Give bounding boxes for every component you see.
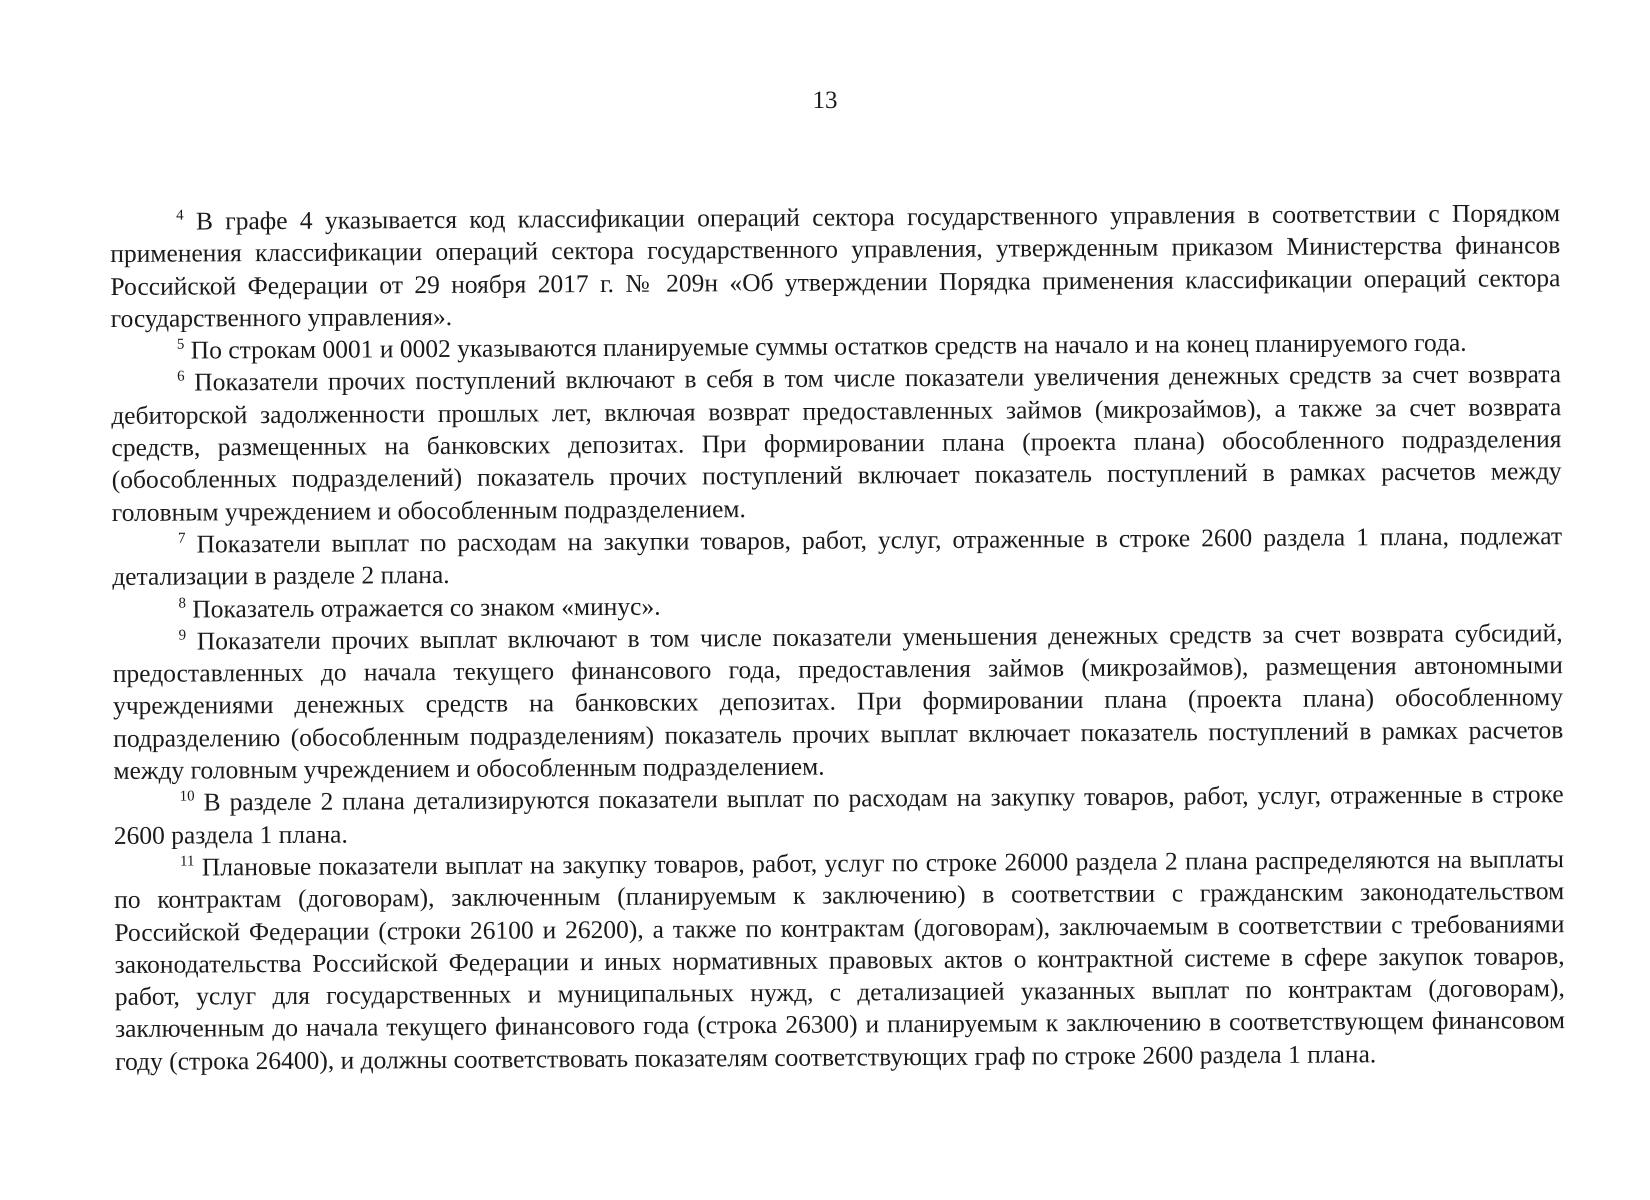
footnote-6: [111, 359, 1562, 529]
footnote-text: Показатели прочих поступлений включают в себя в том числе показатели увеличения денежных средств за счет возврата дебиторской задолженности прошлых лет, включая возврат предоставленных займов (микрозаймов), а также за счет возврата средств, размещенных на банковских депозитах. При формировании плана (проекта плана) обособленного подразделения (обособленных подразделений) показатель прочих поступлений включает показатель поступлений в рамках расчетов между головным учреждением и обособленным подразделением.: [111, 359, 1562, 527]
footnote-mark: 9: [178, 627, 187, 644]
footnote-11: [114, 843, 1565, 1078]
footnote-mark: 4: [176, 207, 184, 224]
footnote-4: [110, 197, 1561, 335]
footnote-text: Показатели прочих выплат включают в том числе показатели уменьшения денежных средств за счет возврата субсидий, предоставленных до начала текущего финансового года, предоставления займов (микрозаймов), размещения автономными учреждениями денежных средств на банковских депозитах. При формировании плана (проекта плана) обособленному подразделению (обособленным подразделениям) показатель прочих выплат включает показатель поступлений в рамках расчетов между головным учреждением и обособленным подразделением.: [112, 617, 1564, 786]
footnote-text: По строкам 0001 и 0002 указываются планируемые суммы остатков средств на начало и на конец планируемого года.: [184, 327, 1467, 365]
footnote-text: Плановые показатели выплат на закупку товаров, работ, услуг по строке 26000 раздела 2 плана распределяются на выплаты по контрактам (договорам), заключенным (планируемым к заключению) в соответствии с гражданским законодательством Российской Федерации (строки 26100 и 26200), а также по контрактам (договорам), заключаемым в соответствии с требованиями законодательства Российской Федерации и иных нормативных правовых актов о контрактной системе в сфере закупок товаров, работ, услуг для государственных и муниципальных нужд, с детализацией указанных выплат по контрактам (договорам), заключенным до начала текущего финансового года (строка 26300) и планируемым к заключению в соответствующем финансовом году (строка 26400), и должны соответствовать показателям соответствующих граф по строке 2600 раздела 1 плана.: [114, 844, 1566, 1076]
footnote-mark: 7: [177, 530, 186, 547]
footnote-mark: 5: [176, 336, 185, 353]
footnotes-block: [110, 197, 1565, 1078]
footnote-mark: 11: [179, 853, 195, 870]
footnote-text: Показатели выплат по расходам на закупки товаров, работ, услуг, отраженные в строке 2600 раздела 1 плана, подлежат детализации в разделе 2 плана.: [112, 521, 1563, 592]
footnote-mark: 6: [176, 369, 185, 386]
footnote-mark: 10: [179, 788, 195, 805]
footnote-mark: 8: [178, 595, 186, 612]
footnote-text: В разделе 2 плана детализируются показатели выплат по расходам на закупку товаров, работ, услуг, отраженные в строке 2600 раздела 1 плана.: [113, 779, 1564, 850]
footnote-text: Показатель отражается со знаком «минус».: [185, 591, 661, 624]
footnote-7: [112, 520, 1562, 593]
footnote-text: В графе 4 указывается код классификации операций сектора государственного управления в соответствии с Порядком применения классификации операций сектора государственного управления, утвержденным приказом Министерства финансов Российской Федерации от 29 ноября 2017 г. № 209н «Об утверждении Порядка применения классификации операций сектора государственного управления».: [110, 198, 1561, 333]
footnote-10: [114, 778, 1564, 851]
footnote-9: [113, 617, 1564, 787]
page-number: 13: [812, 87, 838, 114]
